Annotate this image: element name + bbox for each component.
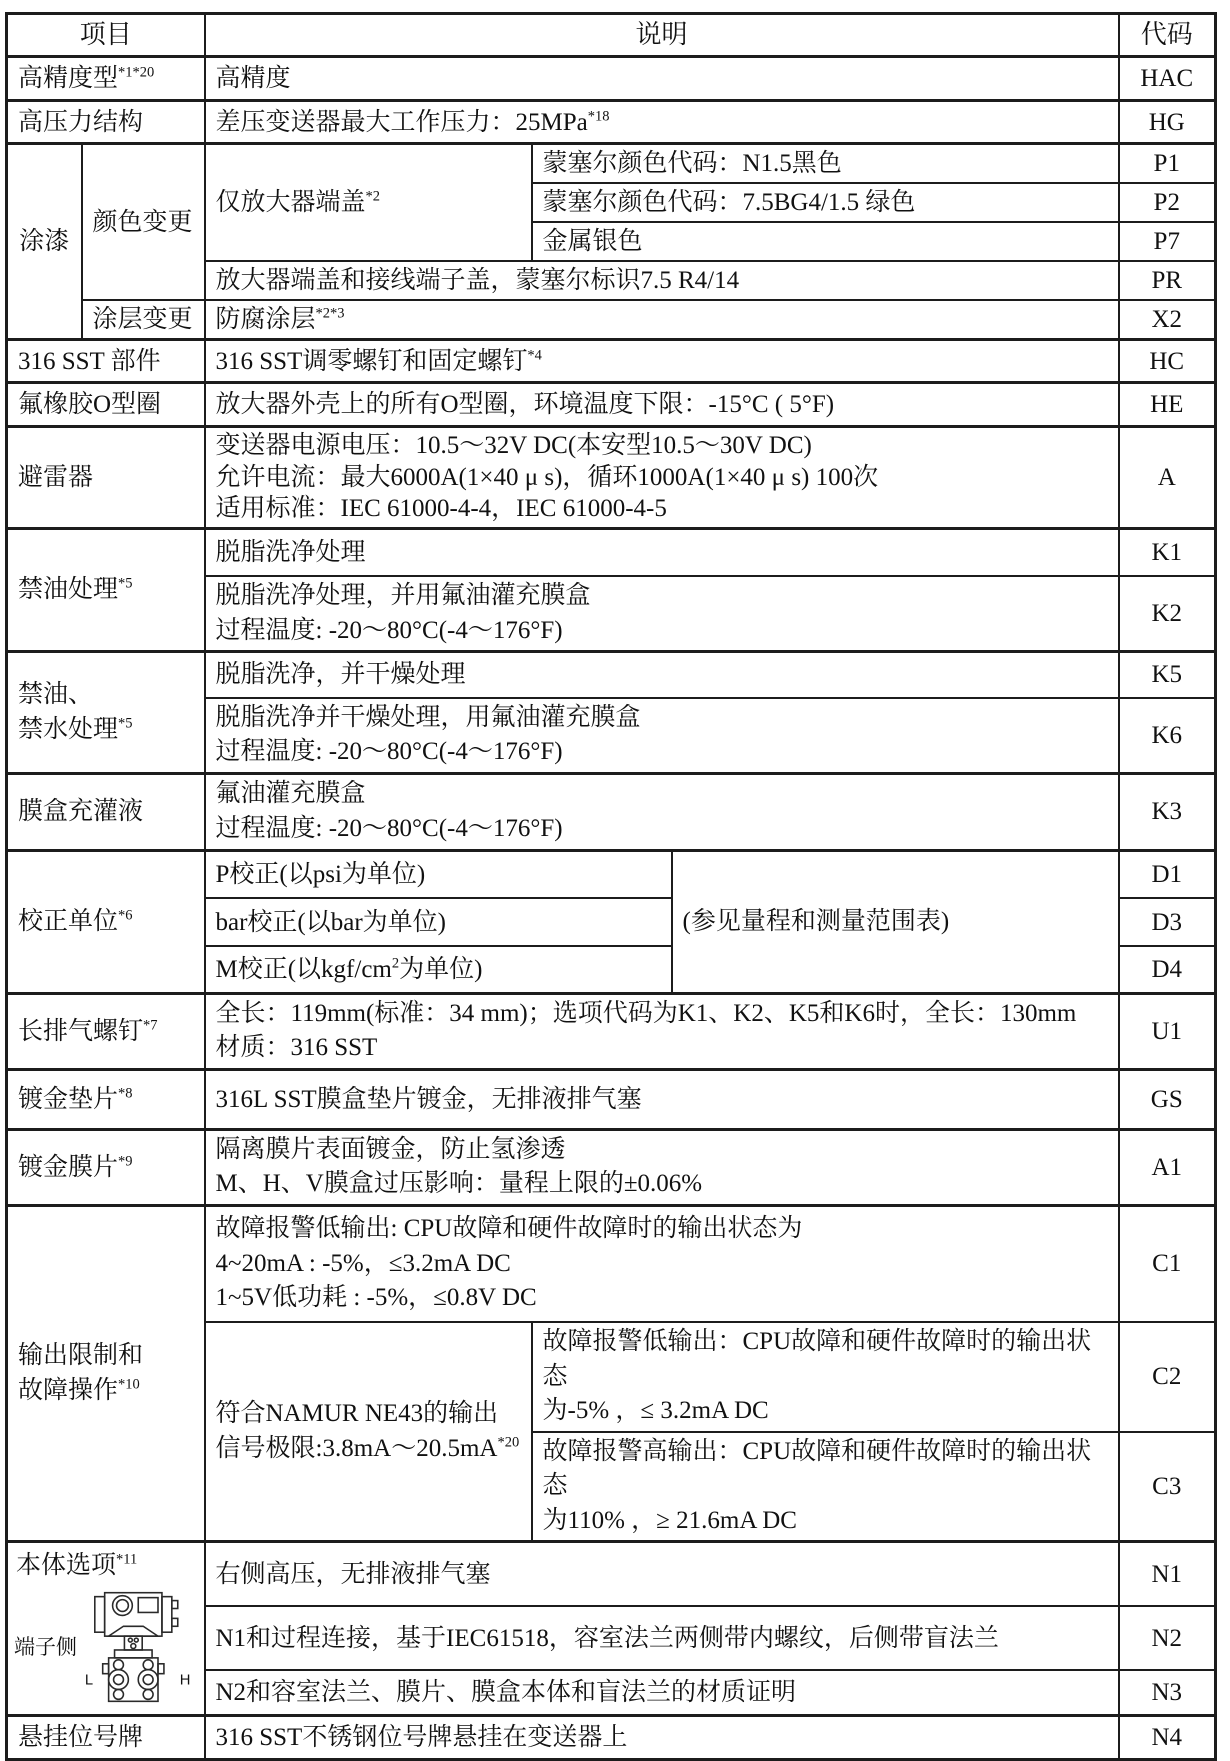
item-line: 输出限制和 [18, 1342, 144, 1370]
row-hc [7, 340, 1216, 383]
cell-desc-p7: 金属银色 [532, 222, 1119, 261]
transmitter-diagram-icon [79, 1584, 198, 1712]
cell-item-c [7, 1205, 205, 1542]
desc-line: 过程温度: -20～80°C(-4～176°F) [215, 738, 563, 765]
cell-item-k3: 膜盒充灌液 [7, 773, 205, 850]
cell-item-gs [7, 1069, 205, 1129]
footnote-ref: *5 [118, 715, 133, 732]
desc-text: 差压变送器最大工作压力：25MPa [215, 108, 588, 136]
cell-desc-c3 [532, 1432, 1119, 1542]
cell-desc-n1: 右侧高压，无排液排气塞 [205, 1542, 1119, 1607]
item-line: 禁油、 [18, 681, 94, 709]
cell-namur [205, 1322, 532, 1542]
low-side-label: L [84, 1672, 94, 1689]
footnote-ref: *9 [118, 1153, 133, 1170]
item-text: 高精度型 [18, 65, 119, 92]
desc-line: 为110% ，≥ 21.6mA DC [542, 1506, 797, 1534]
footnote-ref: *2*3 [315, 305, 345, 322]
desc-line: 全长：119mm(标准：34 mm)；选项代码为K1、K2、K5和K6时，全长：130mm [215, 999, 1077, 1027]
cell-desc-n4: 316 SST不锈钢位号牌悬挂在变送器上 [205, 1716, 1119, 1760]
footnote-ref: *18 [587, 108, 610, 125]
footnote-ref: *6 [118, 907, 133, 924]
row-a [7, 427, 1216, 529]
cell-code-d3: D3 [1119, 898, 1216, 946]
cell-desc-d3: bar校正(以bar为单位) [205, 898, 672, 946]
desc-text: 316 SST调零螺钉和固定螺钉 [215, 347, 528, 375]
item-text: 长排气螺钉 [18, 1017, 144, 1045]
item-text: 镀金膜片 [18, 1153, 119, 1181]
cell-item-d [7, 850, 205, 993]
header-code: 代码 [1119, 14, 1216, 57]
cell-code-c1: C1 [1119, 1205, 1216, 1322]
desc-text: M校正(以kgf/cm [215, 955, 392, 983]
cell-desc-x2 [205, 300, 1119, 340]
desc-line: 适用标准：IEC 61000-4-4，IEC 61000-4-5 [215, 495, 667, 522]
cell-item-he: 氟橡胶O型圈 [7, 383, 205, 427]
cell-code-u1: U1 [1119, 993, 1216, 1069]
cell-item-u1 [7, 993, 205, 1069]
cell-desc-gs: 316L SST膜盒垫片镀金，无排液排气塞 [205, 1069, 1119, 1129]
cell-code-gs: GS [1119, 1069, 1216, 1129]
cell-code-c3: C3 [1119, 1432, 1216, 1542]
cell-code-d4: D4 [1119, 946, 1216, 993]
cell-code-k5: K5 [1119, 652, 1216, 698]
options-spec-table [5, 12, 1217, 1761]
row-k5 [7, 652, 1216, 698]
row-he [7, 383, 1216, 427]
cell-code-k2: K2 [1119, 576, 1216, 652]
desc-line: 氟油灌充膜盒 [215, 780, 366, 807]
footnote-ref: *4 [527, 347, 542, 364]
row-x2 [7, 300, 1216, 340]
row-hac [7, 57, 1216, 101]
desc-line: 变送器电源电压：10.5～32V DC(本安型10.5～30V DC) [215, 432, 812, 459]
cell-desc-n3: N2和容室法兰、膜片、膜盒本体和盲法兰的材质证明 [205, 1670, 1119, 1716]
desc-text: 仅放大器端盖 [215, 189, 366, 216]
cell-code-k1: K1 [1119, 528, 1216, 576]
desc-line: 过程温度: -20～80°C(-4～176°F) [215, 814, 563, 842]
cell-code-k3: K3 [1119, 773, 1216, 850]
desc-line: 符合NAMUR NE43的输出 [215, 1400, 499, 1427]
cell-code-hg: HG [1119, 101, 1216, 144]
terminal-side-label: 端子侧 [14, 1635, 77, 1660]
cell-code-n2: N2 [1119, 1606, 1216, 1670]
cell-desc-d4 [205, 946, 672, 993]
cell-code-a1: A1 [1119, 1129, 1216, 1205]
cell-color-change: 颜色变更 [82, 144, 205, 301]
cell-code-hc: HC [1119, 340, 1216, 383]
cell-desc-k1: 脱脂洗净处理 [205, 528, 1119, 576]
footnote-ref: *2 [365, 188, 381, 205]
cell-desc-he: 放大器外壳上的所有O型圈，环境温度下限：-15°C ( 5°F) [205, 383, 1119, 427]
desc-line: 故障报警低输出：CPU故障和硬件故障时的输出状态 [542, 1328, 1092, 1390]
header-row [7, 14, 1216, 57]
footnote-ref: *5 [118, 575, 133, 592]
desc-line: M、H、V膜盒过压影响：量程上限的±0.06% [215, 1170, 703, 1197]
desc-line: 故障报警高输出：CPU故障和硬件故障时的输出状态 [542, 1437, 1092, 1499]
row-d1 [7, 850, 1216, 898]
cell-group-paint: 涂漆 [7, 144, 82, 340]
cell-code-k6: K6 [1119, 698, 1216, 774]
cell-code-n4: N4 [1119, 1716, 1216, 1760]
cell-desc-u1 [205, 993, 1119, 1069]
row-n4 [7, 1716, 1216, 1760]
footnote-ref: *7 [143, 1017, 158, 1034]
item-text: 禁油处理 [18, 576, 119, 604]
cell-code-p7: P7 [1119, 222, 1216, 261]
cell-item-a: 避雷器 [7, 427, 205, 529]
cell-desc-p2: 蒙塞尔颜色代码：7.5BG4/1.5 绿色 [532, 183, 1119, 222]
cell-desc-k5: 脱脂洗净，并干燥处理 [205, 652, 1119, 698]
row-k1 [7, 528, 1216, 576]
cell-code-he: HE [1119, 383, 1216, 427]
item-label: 本体选项 [16, 1552, 117, 1579]
footnote-ref: *11 [116, 1551, 138, 1568]
item-text: 镀金垫片 [18, 1085, 119, 1113]
desc-text: 为单位) [399, 955, 483, 983]
item-text: 禁水处理 [18, 716, 119, 744]
desc-line: 材质：316 SST [215, 1034, 378, 1061]
row-p1 [7, 144, 1216, 184]
desc-text: 防腐涂层 [215, 306, 316, 333]
footnote-ref: *10 [118, 1376, 140, 1393]
item-text: 故障操作 [18, 1377, 119, 1405]
desc-line: 4~20mA : -5%，≤3.2mA DC [215, 1249, 511, 1277]
item-line [18, 1373, 194, 1408]
high-side-label: H [179, 1672, 191, 1689]
cell-desc-d1: P校正(以psi为单位) [205, 850, 672, 898]
cell-item-hc: 316 SST 部件 [7, 340, 205, 383]
row-c1 [7, 1205, 1216, 1322]
cell-code-d1: D1 [1119, 850, 1216, 898]
cell-item-a1 [7, 1129, 205, 1205]
item-line [18, 712, 194, 747]
header-desc: 说明 [205, 14, 1119, 57]
cell-coating-change: 涂层变更 [82, 300, 205, 340]
row-n1 [7, 1542, 1216, 1607]
desc-line [216, 1432, 521, 1467]
cell-desc-c2 [532, 1322, 1119, 1432]
cell-desc-a1 [205, 1129, 1119, 1205]
cell-code-n1: N1 [1119, 1542, 1216, 1607]
cell-code-n3: N3 [1119, 1670, 1216, 1716]
cell-desc-hg [205, 101, 1119, 144]
footnote-ref: *1*20 [118, 64, 155, 81]
desc-line: 脱脂洗净并干燥处理，用氟油灌充膜盒 [215, 703, 641, 731]
desc-line: 故障报警低输出: CPU故障和硬件故障时的输出状态为 [215, 1215, 803, 1242]
item-text: 校正单位 [18, 908, 119, 935]
cell-item-hac [7, 57, 205, 101]
cell-item-k12 [7, 528, 205, 652]
cell-code-p2: P2 [1119, 183, 1216, 222]
row-gs [7, 1069, 1216, 1129]
cell-code-pr: PR [1119, 261, 1216, 300]
cell-code-a: A [1119, 427, 1216, 529]
cell-item-body-options [7, 1542, 205, 1716]
cell-desc-k6 [205, 698, 1119, 774]
cell-code-hac: HAC [1119, 57, 1216, 101]
cell-desc-pr: 放大器端盖和接线端子盖，蒙塞尔标识7.5 R4/14 [205, 261, 1119, 300]
cell-item-n4: 悬挂位号牌 [7, 1716, 205, 1760]
row-k3 [7, 773, 1216, 850]
cell-range-note: (参见量程和测量范围表) [672, 850, 1119, 993]
item-text [14, 1545, 198, 1582]
cell-amp-cover [205, 144, 532, 262]
cell-desc-n2: N1和过程连接，基于IEC61518，容室法兰两侧带内螺纹，后侧带盲法兰 [205, 1606, 1119, 1670]
cell-item-k56 [7, 652, 205, 774]
cell-desc-a [205, 427, 1119, 529]
row-a1 [7, 1129, 1216, 1205]
cell-desc-p1: 蒙塞尔颜色代码：N1.5黑色 [532, 144, 1119, 184]
desc-line: 隔离膜片表面镀金，防止氢渗透 [215, 1135, 566, 1163]
desc-line: 脱脂洗净处理，并用氟油灌充膜盒 [215, 582, 591, 609]
cell-desc-hac: 高精度 [205, 57, 1119, 101]
cell-code-x2: X2 [1119, 300, 1216, 340]
cell-desc-k2 [205, 576, 1119, 652]
cell-desc-hc [205, 340, 1119, 383]
cell-item-hg: 高压力结构 [7, 101, 205, 144]
desc-line: 为-5% ，≤ 3.2mA DC [542, 1397, 769, 1424]
cell-desc-k3 [205, 773, 1119, 850]
header-item: 项目 [7, 14, 205, 57]
desc-line: 过程温度: -20～80°C(-4～176°F) [215, 616, 563, 644]
cell-desc-c1 [205, 1205, 1119, 1322]
row-hg [7, 101, 1216, 144]
footnote-ref: *20 [497, 1434, 520, 1451]
cell-code-p1: P1 [1119, 144, 1216, 184]
row-u1 [7, 993, 1216, 1069]
cell-code-c2: C2 [1119, 1322, 1216, 1432]
desc-line: 允许电流：最大6000A(1×40 μ s)，循环1000A(1×40 μ s) 100次 [215, 463, 879, 491]
desc-line: 1~5V低功耗 : -5%，≤0.8V DC [215, 1284, 537, 1311]
superscript-2: 2 [391, 955, 400, 972]
desc-text: 信号极限:3.8mA～20.5mA [215, 1434, 498, 1462]
footnote-ref: *8 [118, 1085, 133, 1102]
